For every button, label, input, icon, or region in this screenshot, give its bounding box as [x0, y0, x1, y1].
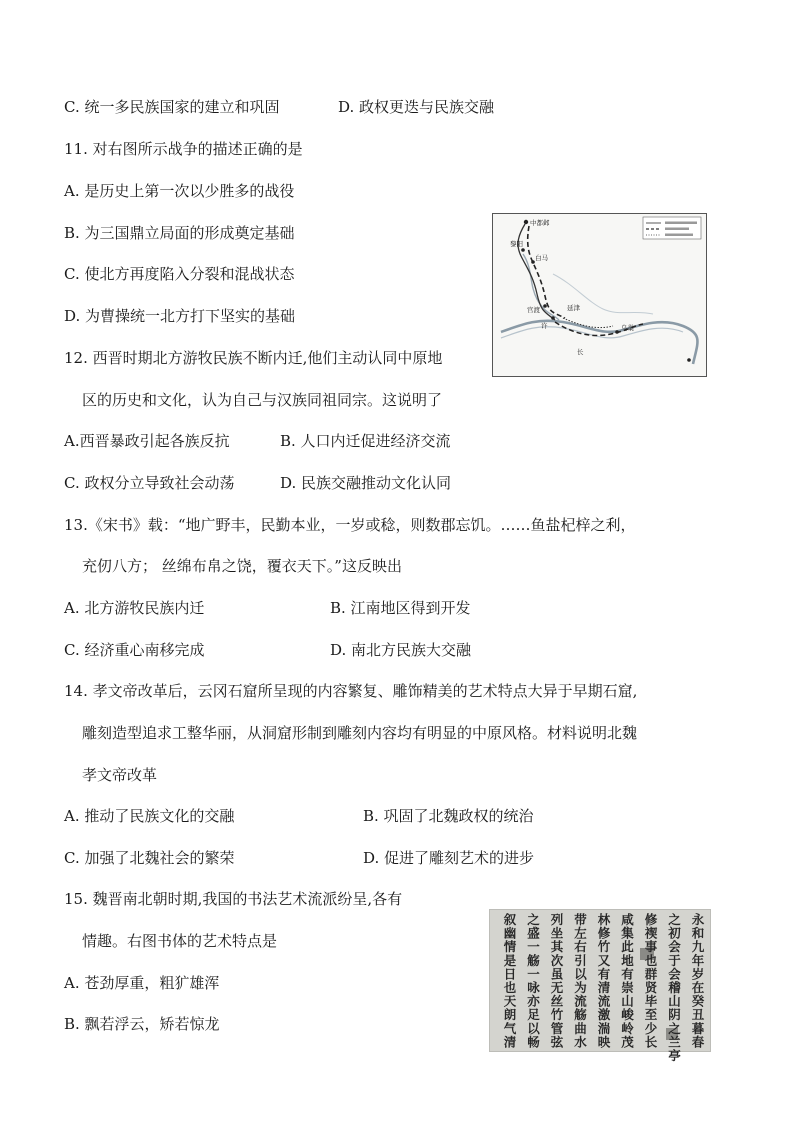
- calligraphy-char: 天: [503, 993, 517, 1009]
- calligraphy-char: 其: [550, 939, 564, 955]
- calligraphy-char: 觞: [574, 1007, 587, 1023]
- q11-option-c: C. 使北方再度陷入分裂和混战状态: [64, 265, 295, 283]
- q13-option-b: B. 江南地区得到开发: [330, 599, 471, 617]
- calligraphy-char: 会: [668, 966, 681, 982]
- calligraphy-char: 列: [550, 912, 564, 927]
- calligraphy-char: 修: [644, 912, 658, 927]
- q12-option-a: A.西晋暴政引起各族反抗: [64, 432, 230, 450]
- map-label: 许: [541, 322, 548, 330]
- calligraphy-char: 幽: [503, 925, 517, 941]
- city-marker: [543, 304, 547, 308]
- calligraphy-char: 左: [574, 925, 587, 941]
- calligraphy-char: 永: [691, 912, 705, 927]
- calligraphy-char: 丑: [691, 1007, 705, 1023]
- calligraphy-char: 水: [574, 1034, 587, 1050]
- calligraphy-char: 又: [597, 952, 611, 968]
- calligraphy-char: 山: [621, 993, 634, 1009]
- calligraphy-char: 次: [550, 952, 564, 968]
- calligraphy-char: 毕: [644, 993, 658, 1009]
- map-label: 中都邺: [530, 219, 550, 227]
- battle-map: [493, 214, 706, 376]
- calligraphy-char: 丝: [550, 993, 564, 1009]
- calligraphy-char: 为: [574, 980, 587, 995]
- calligraphy-char: 朗: [503, 1007, 517, 1023]
- q14-stem-line1: 14. 孝文帝改革后，云冈石窟所呈现的内容繁复、雕饰精美的艺术特点大异于早期石窟,: [64, 682, 638, 700]
- map-label: 延津: [567, 304, 580, 312]
- q15-stem-line1: 15. 魏晋南北朝时期,我国的书法艺术流派纷呈,各有: [64, 890, 403, 908]
- q11-stem: 11. 对右图所示战争的描述正确的是: [64, 140, 303, 158]
- q11-option-d: D. 为曹操统一北方打下坚实的基础: [64, 307, 296, 325]
- calligraphy-char: 有: [621, 966, 634, 982]
- q15-stem-line2: 情趣。右图书体的艺术特点是: [82, 932, 278, 950]
- calligraphy-char: 映: [597, 1034, 611, 1050]
- city-marker: [524, 220, 528, 224]
- map-label: 白马: [535, 254, 548, 262]
- city-marker: [687, 358, 691, 362]
- calligraphy-char: 会: [668, 939, 681, 955]
- q10-option-c: C. 统一多民族国家的建立和巩固: [64, 98, 280, 116]
- q14-stem-line3: 孝文帝改革: [82, 766, 158, 784]
- q12-option-d: D. 民族交融推动文化认同: [280, 474, 452, 492]
- calligraphy-char: 亭: [668, 1048, 681, 1063]
- calligraphy-char: 湍: [597, 1020, 611, 1036]
- q13-option-a: A. 北方游牧民族内迁: [64, 599, 205, 617]
- q14-option-d: D. 促进了雕刻艺术的进步: [363, 849, 535, 867]
- calligraphy-char: 盛: [527, 925, 540, 941]
- calligraphy-char: 曲: [574, 1020, 587, 1036]
- calligraphy-char: 贤: [644, 980, 658, 995]
- calligraphy-char: 右: [574, 939, 587, 955]
- calligraphy-char: 咏: [527, 980, 540, 995]
- calligraphy-char: 阴: [668, 1007, 681, 1023]
- q11-option-b: B. 为三国鼎立局面的形成奠定基础: [64, 224, 295, 242]
- q13-option-c: C. 经济重心南移完成: [64, 641, 205, 659]
- q10-option-d: D. 政权更迭与民族交融: [338, 98, 495, 116]
- q13-option-d: D. 南北方民族大交融: [330, 641, 472, 659]
- calligraphy-char: 引: [574, 952, 587, 968]
- map-label: 黎阳: [510, 240, 523, 248]
- calligraphy-char: 癸: [691, 993, 705, 1009]
- calligraphy-char: 至: [644, 1007, 658, 1023]
- calligraphy-char: 带: [574, 912, 587, 927]
- city-marker: [521, 248, 525, 252]
- calligraphy-char: 流: [597, 993, 611, 1009]
- map-label: 长: [577, 348, 584, 356]
- calligraphy-char: 坐: [550, 925, 564, 941]
- calligraphy-char: 之: [668, 1020, 681, 1036]
- calligraphy-char: 情: [503, 939, 517, 955]
- q12-option-b: B. 人口内迁促进经济交流: [280, 432, 451, 450]
- calligraphy-char: 无: [550, 980, 564, 995]
- calligraphy-char: 此: [621, 939, 634, 955]
- calligraphy-char: 长: [644, 1034, 658, 1050]
- q14-option-a: A. 推动了民族文化的交融: [64, 807, 235, 825]
- calligraphy-char: 叙: [503, 912, 517, 927]
- q15-option-b: B. 飘若浮云，矫若惊龙: [64, 1015, 220, 1033]
- calligraphy-char: 也: [503, 980, 517, 995]
- q13-stem-line1: 13.《宋书》载：“地广野丰，民勤本业，一岁或稔，则数郡忘饥。……鱼盐杞梓之利，: [64, 516, 636, 534]
- calligraphy-char: 稽: [668, 980, 681, 995]
- calligraphy-char: 觞: [527, 952, 540, 968]
- calligraphy-char: 亦: [527, 993, 540, 1009]
- calligraphy-char: 日: [503, 966, 517, 982]
- calligraphy-char: 激: [597, 1007, 611, 1023]
- calligraphy-char: 以: [527, 1020, 540, 1036]
- calligraphy-char: 之: [668, 912, 681, 927]
- q14-stem-line2: 雕刻造型追求工整华丽，从洞窟形制到雕刻内容均有明显的中原风格。材料说明北魏: [82, 724, 638, 742]
- calligraphy-char: 咸: [621, 912, 634, 927]
- calligraphy-char: 足: [527, 1007, 540, 1023]
- calligraphy-char: 弦: [550, 1034, 564, 1050]
- calligraphy-char: 虽: [550, 966, 564, 982]
- calligraphy-char: 九: [691, 939, 705, 955]
- q12-stem-line1: 12. 西晋时期北方游牧民族不断内迁,他们主动认同中原地: [64, 349, 443, 367]
- calligraphy-char: 在: [691, 980, 705, 995]
- calligraphy-char: 和: [691, 925, 705, 941]
- calligraphy-char: 岭: [621, 1020, 634, 1036]
- calligraphy-char: 流: [574, 993, 587, 1009]
- calligraphy-char: 一: [527, 939, 540, 955]
- calligraphy-char: 气: [503, 1020, 517, 1036]
- calligraphy-char: 春: [691, 1034, 705, 1050]
- calligraphy-char: 年: [691, 952, 705, 968]
- calligraphy-char: 集: [621, 925, 634, 941]
- map-label: 官渡: [527, 306, 540, 314]
- city-marker: [551, 316, 555, 320]
- calligraphy-char: 修: [597, 925, 611, 941]
- calligraphy-char: 管: [550, 1020, 564, 1036]
- calligraphy-char: 禊: [644, 925, 658, 941]
- calligraphy-columns: [503, 912, 705, 1063]
- calligraphy-figure: [489, 909, 711, 1063]
- calligraphy-char: 事: [644, 939, 658, 955]
- river-main: [501, 321, 697, 364]
- calligraphy-char: 以: [574, 966, 587, 982]
- calligraphy-char: 茂: [621, 1034, 634, 1050]
- calligraphy-char: 峻: [621, 1007, 634, 1023]
- calligraphy-char: 林: [597, 912, 611, 927]
- q14-option-b: B. 巩固了北魏政权的统治: [363, 807, 534, 825]
- calligraphy-char: 地: [621, 952, 634, 968]
- calligraphy-char: 山: [668, 993, 681, 1009]
- q13-stem-line2: 充仞八方； 丝绵布帛之饶，覆衣天下。”这反映出: [82, 557, 402, 575]
- calligraphy-char: 群: [644, 966, 658, 982]
- calligraphy-char: 暮: [691, 1020, 705, 1036]
- city-marker: [615, 330, 619, 334]
- calligraphy-image: [490, 910, 710, 1063]
- calligraphy-char: 也: [644, 952, 658, 968]
- q12-option-c: C. 政权分立导致社会动荡: [64, 474, 235, 492]
- calligraphy-char: 岁: [691, 966, 705, 982]
- battle-map-figure: [492, 213, 707, 377]
- q15-option-a: A. 苍劲厚重，粗犷雄浑: [64, 974, 220, 992]
- calligraphy-char: 有: [597, 966, 611, 982]
- calligraphy-char: 兰: [668, 1034, 681, 1050]
- calligraphy-char: 清: [503, 1034, 517, 1050]
- calligraphy-char: 之: [527, 912, 540, 927]
- calligraphy-char: 是: [503, 952, 517, 968]
- calligraphy-char: 于: [668, 952, 681, 968]
- calligraphy-char: 少: [644, 1020, 658, 1036]
- route-cao: [528, 226, 565, 318]
- calligraphy-char: 一: [527, 966, 540, 982]
- calligraphy-char: 竹: [597, 939, 611, 955]
- calligraphy-char: 畅: [527, 1034, 540, 1050]
- map-label: 乌巢: [621, 324, 634, 332]
- calligraphy-char: 崇: [621, 980, 634, 995]
- q12-stem-line2: 区的历史和文化，认为自己与汉族同祖同宗。这说明了: [82, 391, 443, 409]
- map-legend: [643, 217, 701, 239]
- q11-option-a: A. 是历史上第一次以少胜多的战役: [64, 182, 295, 200]
- calligraphy-char: 初: [668, 925, 681, 941]
- calligraphy-char: 清: [597, 980, 611, 995]
- q14-option-c: C. 加强了北魏社会的繁荣: [64, 849, 235, 867]
- calligraphy-char: 竹: [550, 1007, 564, 1023]
